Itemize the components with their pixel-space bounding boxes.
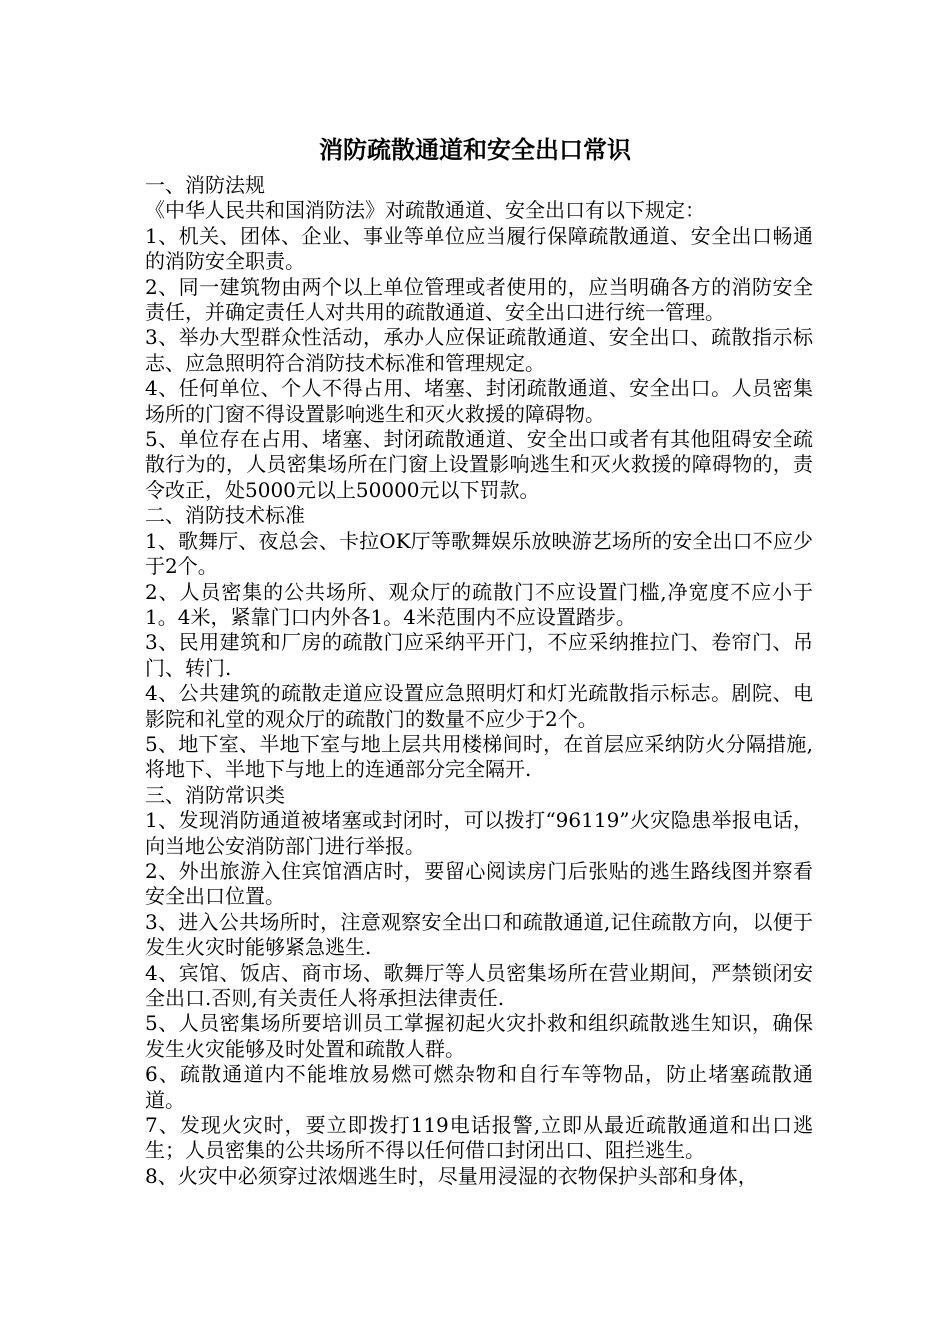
section-technical-standards <box>145 503 813 782</box>
document-title: 消防疏散通道和安全出口常识 <box>319 135 631 164</box>
list-item: 5、单位存在占用、堵塞、封闭疏散通道、安全出口或者有其他阻碍安全疏散行为的，人员密集场所在门窗上设置影响逃生和灭火救援的障碍物的，责令改正，处5000元以上50000元以下罚款。 <box>145 427 813 502</box>
list-item: 3、举办大型群众性活动，承办人应保证疏散通道、安全出口、疏散指示标志、应急照明符合消防技术标准和管理规定。 <box>145 325 813 375</box>
list-item: 4、公共建筑的疏散走道应设置应急照明灯和灯光疏散指示标志。剧院、电影院和礼堂的观众厅的疏散门的数量不应少于2个。 <box>145 681 813 731</box>
section-heading: 二、消防技术标准 <box>145 503 305 528</box>
section-heading: 三、消防常识类 <box>145 782 285 807</box>
list-item: 1、机关、团体、企业、事业等单位应当履行保障疏散通道、安全出口畅通的消防安全职责。 <box>145 223 813 274</box>
list-item: 5、地下室、半地下室与地上层共用楼梯间时，在首层应采纳防火分隔措施,将地下、半地下与地上的连通部分完全隔开. <box>145 731 813 782</box>
list-item: 6、疏散通道内不能堆放易燃可燃杂物和自行车等物品，防止堵塞疏散通道。 <box>145 1062 813 1112</box>
list-item: 7、发现火灾时，要立即拨打119电话报警,立即从最近疏散通道和出口逃生；人员密集的公共场所不得以任何借口封闭出口、阻拦逃生。 <box>145 1113 813 1163</box>
section-heading: 一、消防法规 <box>145 173 265 197</box>
section-regulations <box>145 173 813 503</box>
section-fire-safety-tips <box>145 783 813 1190</box>
list-item: 4、宾馆、饭店、商市场、歌舞厅等人员密集场所在营业期间，严禁锁闭安全出口.否则,有关责任人将承担法律责任. <box>145 960 813 1010</box>
list-item: 2、人员密集的公共场所、观众厅的疏散门不应设置门槛,净宽度不应小于1。4米，紧靠门口内外各1。4米范围内不应设置踏步。 <box>145 579 813 629</box>
list-item: 8、火灾中必须穿过浓烟逃生时，尽量用浸湿的衣物保护头部和身体， <box>145 1163 758 1188</box>
section-intro: 《中华人民共和国消防法》对疏散通道、安全出口有以下规定： <box>145 198 705 223</box>
list-item: 2、外出旅游入住宾馆酒店时，要留心阅读房门后张贴的逃生路线图并察看安全出口位置。 <box>145 858 813 909</box>
document-body <box>145 173 813 1189</box>
list-item: 1、发现消防通道被堵塞或封闭时，可以拨打“96119”火灾隐患举报电话，向当地公安消防部门进行举报。 <box>145 808 813 858</box>
list-item: 4、任何单位、个人不得占用、堵塞、封闭疏散通道、安全出口。人员密集场所的门窗不得设置影响逃生和灭火救援的障碍物。 <box>145 376 813 426</box>
list-item: 3、民用建筑和厂房的疏散门应采纳平开门，不应采纳推拉门、卷帘门、吊门、转门. <box>145 630 813 680</box>
list-item: 1、歌舞厅、夜总会、卡拉OK厅等歌舞娱乐放映游艺场所的安全出口不应少于2个。 <box>145 528 813 579</box>
list-item: 2、同一建筑物由两个以上单位管理或者使用的，应当明确各方的消防安全责任，并确定责任人对共用的疏散通道、安全出口进行统一管理。 <box>145 274 813 325</box>
list-item: 3、进入公共场所时，注意观察安全出口和疏散通道,记住疏散方向，以便于发生火灾时能够紧急逃生. <box>145 909 813 960</box>
list-item: 5、人员密集场所要培训员工掌握初起火灾扑救和组织疏散逃生知识，确保发生火灾能够及时处置和疏散人群。 <box>145 1011 813 1061</box>
